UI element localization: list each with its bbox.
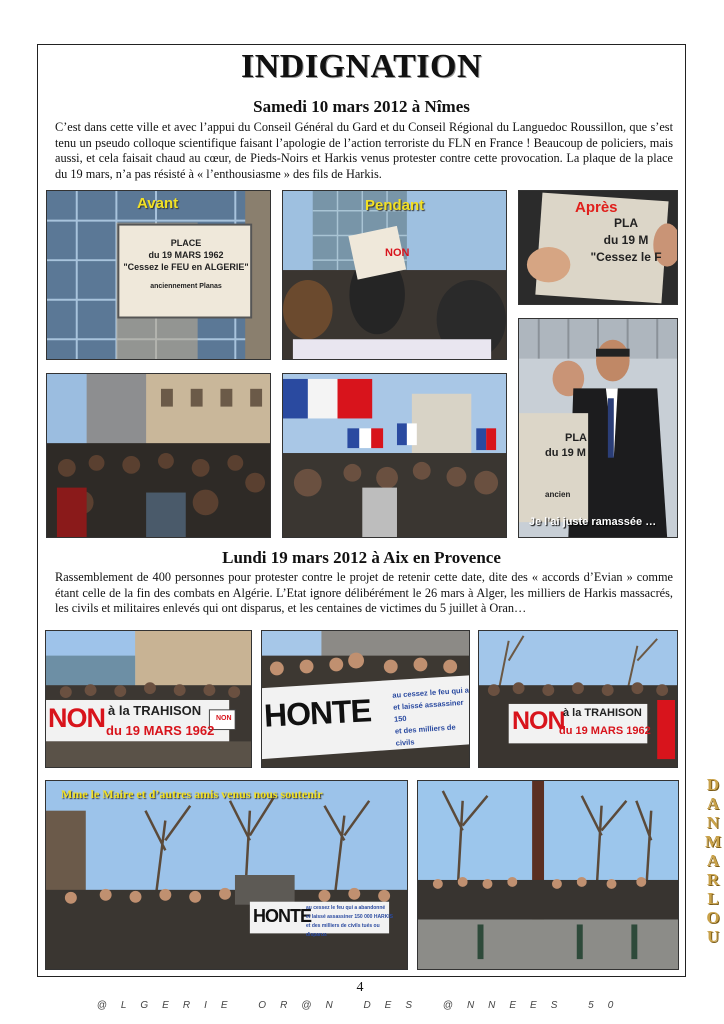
photo-harki-sign (518, 318, 678, 538)
pendant-sign: NON (385, 247, 410, 259)
held-sign-line2: du 19 M (545, 447, 586, 459)
banner1-small1: à la TRAHISON (108, 703, 202, 718)
plaque-line3: "Cessez le FEU en ALGERIE" (123, 262, 249, 272)
photo-banner-honte-1 (261, 630, 470, 768)
caption-maire: Mme le Maire et d’autres amis venus nous soutenir (61, 787, 323, 801)
photo-apres (518, 190, 678, 305)
banner4-small3: et des milliers de civils tués ou disparus (306, 923, 380, 938)
photo-banner-non-2 (478, 630, 678, 768)
banner2-small1: au cessez le feu qui a (392, 685, 470, 700)
plaque-line1: PLACE (170, 238, 202, 248)
banner1-placard: NON (216, 715, 232, 722)
section2-text: Rassemblement de 400 personnes pour protester contre le projet de retenir cette date, dite des « accords d’Evian » comme étant celle de la fin des combats en Algérie. L’Etat ignore délibérément le 26 mars à Alger, les milliers de Harkis massacrés, les civils et militaires enlevés qui ont disparus, et les centaines de victimes du 5 juillet à Oran… (55, 570, 673, 615)
caption-apres: Après (575, 199, 618, 216)
banner3-big: NON (512, 707, 565, 735)
banner3-small1: à la TRAHISON (563, 707, 642, 719)
photo-square-aix (417, 780, 679, 970)
caption-pendant: Pendant (365, 197, 425, 214)
banner2-small3: et des milliers de civils (394, 722, 456, 748)
banner4-small1: au cessez le feu qui a abandonné (306, 905, 386, 911)
banner4-big: HONTE (253, 906, 311, 926)
caption-avant: Avant (137, 195, 179, 212)
caption-ramassee: Je l’ai juste ramassée … (529, 516, 657, 528)
held-sign-line1: PLA (565, 432, 587, 444)
apres-sign-line3: "Cessez le F (590, 250, 662, 264)
plaque-line4: anciennement Planas (150, 283, 222, 290)
photo-flags-nimes (282, 373, 507, 538)
apres-sign-line1: PLA (614, 216, 638, 230)
photo-maire (45, 780, 408, 970)
photo-banner-non-1 (45, 630, 252, 768)
banner1-big: NON (48, 703, 105, 733)
vertical-signature (698, 775, 724, 946)
page-title: INDIGNATION (240, 48, 482, 85)
apres-sign-line2: du 19 M (603, 233, 649, 247)
plaque-line2: du 19 MARS 1962 (148, 250, 224, 260)
vertical-signature-text: DANMARLOU (704, 775, 722, 946)
banner4-small2: et laissé assassiner 150 000 HARKIS (306, 914, 393, 920)
held-sign-line3: ancien (545, 490, 571, 499)
section2-heading: Lundi 19 mars 2012 à Aix en Provence (222, 548, 501, 567)
photo-avant (46, 190, 271, 360)
page-footer: @LGERIE OR@N DES @NNEES 50 (96, 1000, 628, 1011)
section1-heading: Samedi 10 mars 2012 à Nîmes (253, 97, 470, 116)
page-number: 4 (356, 980, 364, 995)
photo-crowd-nimes (46, 373, 271, 538)
banner3-small2: du 19 MARS 1962 (559, 725, 651, 737)
banner2-small2: et laissé assassiner 150 (392, 697, 464, 724)
photo-pendant (282, 190, 507, 360)
banner1-small2: du 19 MARS 1962 (106, 723, 215, 738)
banner2-big: HONTE (263, 692, 372, 734)
section1-text: C’est dans cette ville et avec l’appui du Conseil Général du Gard et du Conseil Régional du Languedoc Roussillon, que s’est tenu un pseudo colloque scientifique faisant l’apologie de l’action terroriste du FLN en France ! Beaucoup de policiers, mais aussi, et cela faisait chaud au cœur, de Pieds-Noirs et Harkis venus protester contre cette provocation. La plaque de la place du 19 mars, n’a pas résisté à « l’enthousiasme » des fils de Harkis. (55, 120, 673, 181)
